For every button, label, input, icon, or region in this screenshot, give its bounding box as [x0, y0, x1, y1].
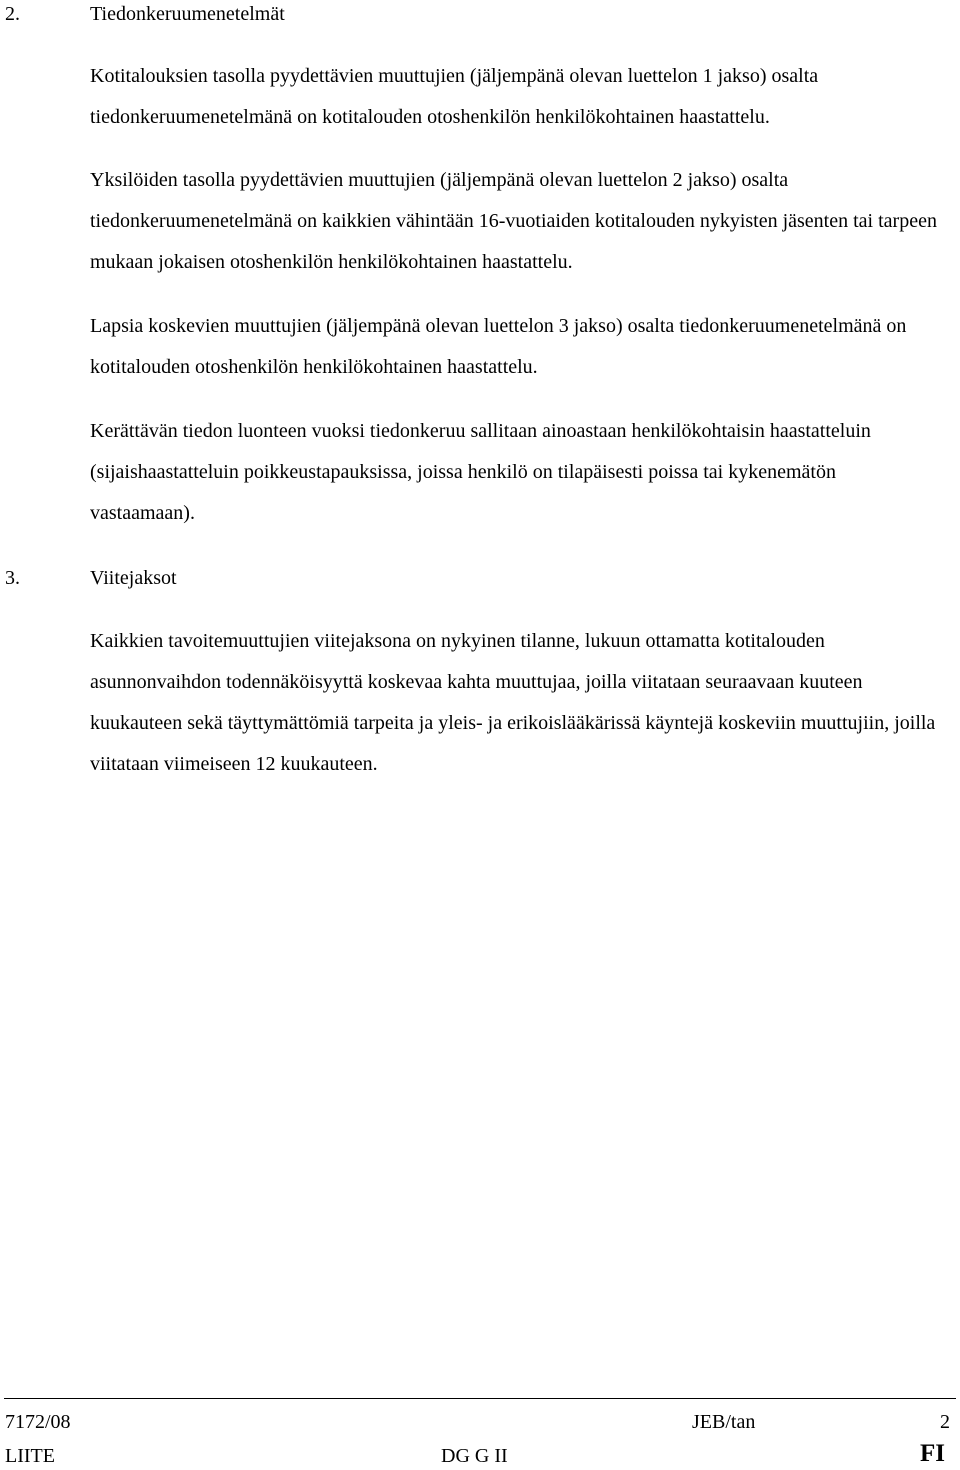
paragraph: Kaikkien tavoitemuuttujien viitejaksona on nykyinen tilanne, lukuun ottamatta kotitalouden asunnonvaihdon todennäköisyyttä koskevaa kahta muuttujaa, joilla viitataan seuraavaan kuuteen kuukauteen sekä täyttymättömiä tarpeita ja yleis- ja erikoislääkärissä käyntejä koskeviin muuttujiin, joilla viitataan viimeiseen 12 kuukauteen. [90, 630, 936, 775]
section-2-title: Tiedonkeruumenetelmät [90, 3, 285, 25]
paragraph: Kerättävän tiedon luonteen vuoksi tiedonkeruu sallitaan ainoastaan henkilökohtaisin haastatteluin (sijaishaastatteluin poikkeustapauksissa, joissa henkilö on tilapäisesti poissa tai kykenemätön vastaamaan). [90, 420, 871, 524]
footer-page-number: 2 [940, 1411, 950, 1433]
paragraph: Kotitalouksien tasolla pyydettävien muuttujien (jäljempänä olevan luettelon 1 jakso) osalta tiedonkeruumenetelmänä on kotitalouden otoshenkilön henkilökohtainen haastattelu. [90, 65, 819, 128]
section-3-number: 3. [5, 567, 20, 589]
footer-divider [4, 1398, 956, 1399]
footer-author-code: JEB/tan [692, 1411, 756, 1433]
section-3-title: Viitejaksot [90, 567, 177, 589]
footer-annex-label: LIITE [5, 1445, 55, 1467]
section-2-number: 2. [5, 3, 20, 25]
footer-language-code: FI [920, 1440, 945, 1467]
footer-dg-label: DG G II [441, 1445, 508, 1467]
paragraph: Lapsia koskevien muuttujien (jäljempänä olevan luettelon 3 jakso) osalta tiedonkeruumenetelmänä on kotitalouden otoshenkilön henkilökohtainen haastattelu. [90, 315, 907, 378]
paragraph: Yksilöiden tasolla pyydettävien muuttujien (jäljempänä olevan luettelon 2 jakso) osalta tiedonkeruumenetelmänä on kaikkien vähintään 16-vuotiaiden kotitalouden nykyisten jäsenten tai tarpeen mukaan jokaisen otoshenkilön henkilökohtainen haastattelu. [90, 169, 937, 273]
footer-doc-number: 7172/08 [5, 1411, 71, 1433]
